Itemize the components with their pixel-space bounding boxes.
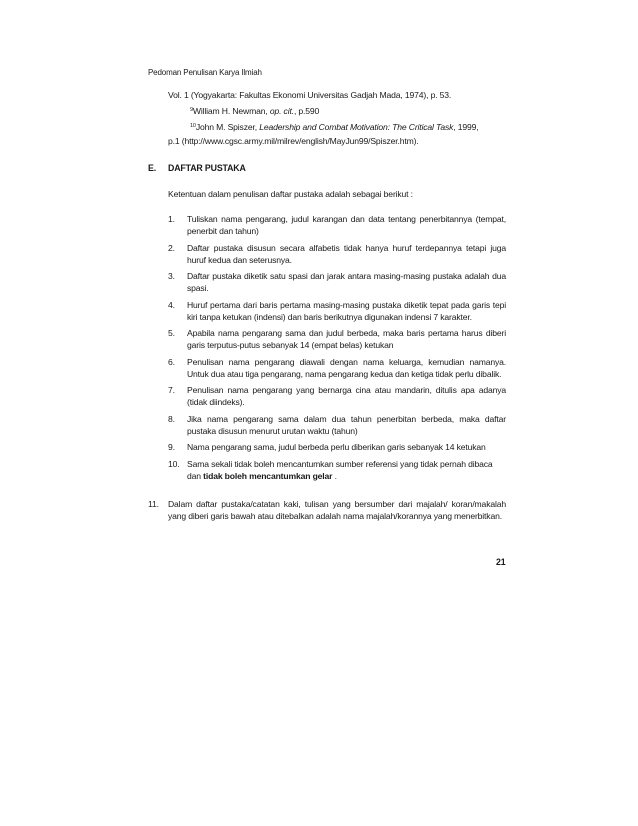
running-header: Pedoman Penulisan Karya Ilmiah bbox=[148, 68, 262, 77]
page-number: 21 bbox=[496, 557, 506, 567]
footnote-10-marker: 10 bbox=[190, 123, 196, 129]
list-item: 9. Nama pengarang sama, judul berbeda perlu diberikan garis sebanyak 14 ketukan bbox=[168, 442, 486, 452]
rules-list bbox=[168, 213, 506, 486]
list-item: 5. Apabila nama pengarang sama dan judul berbeda, maka baris pertama harus diberi garis terputus-putus sebanyak 14 (empat belas) ketukan bbox=[168, 328, 506, 350]
list-item: 10. Sama sekali tidak boleh mencantumkan sumber referensi yang tidak pernah dibaca dan tidak boleh mencantumkan gelar . bbox=[168, 458, 493, 481]
list-item: 2. Daftar pustaka disusun secara alfabetis tidak hanya huruf terdepannya tetapi juga huruf kedua dan seterusnya. bbox=[168, 242, 506, 265]
section-letter: E. bbox=[148, 163, 157, 173]
footnote-10-continuation: p.1 (http://www.cgsc.army.mil/milrev/english/MayJun99/Spiszer.htm). bbox=[168, 136, 419, 146]
list-item: 3. Daftar pustaka diketik satu spasi dan jarak antara masing-masing pustaka adalah dua spasi. bbox=[168, 271, 506, 293]
footnote-continuation: Vol. 1 (Yogyakarta: Fakultas Ekonomi Universitas Gadjah Mada, 1974), p. 53. bbox=[168, 90, 452, 100]
footnote-9-marker: 9 bbox=[190, 107, 193, 113]
list-item: 8. Jika nama pengarang sama dalam dua tahun penerbitan berbeda, maka daftar pustaka disusun menurut urutan waktu (tahun) bbox=[168, 413, 506, 436]
section-intro: Ketentuan dalam penulisan daftar pustaka adalah sebagai berikut : bbox=[168, 189, 413, 199]
list-item: 6. Penulisan nama pengarang diawali dengan nama keluarga, kemudian namanya. Untuk dua atau tiga pengarang, nama pengarang kedua dan ketiga tidak perlu dibalik. bbox=[168, 356, 506, 379]
list-item: 4. Huruf pertama dari baris pertama masing-masing pustaka diketik tepat pada garis tepi kiri tanpa ketukan (indensi) dan baris berikutnya digunakan indensi 7 karakter. bbox=[168, 299, 506, 322]
list-item: 1. Tuliskan nama pengarang, judul karangan dan data tentang penerbitannya (tempat, penerbit dan tahun) bbox=[168, 214, 506, 236]
section-title: DAFTAR PUSTAKA bbox=[168, 163, 246, 173]
list-item: 7. Penulisan nama pengarang yang bernarga cina atau mandarin, ditulis apa adanya (tidak diindeks). bbox=[168, 385, 506, 407]
footnotes-block bbox=[168, 89, 508, 151]
footnote-9: $^9$William H. Newman, op. cit., p.590 bbox=[190, 106, 320, 116]
footnote-10: $^{10}$John M. Spiszer, Leadership and Combat Motivation: The Critical Task, 1999, bbox=[190, 122, 479, 132]
list-item-11: 11. Dalam daftar pustaka/catatan kaki, tulisan yang bersumber dari majalah/ koran/makalah yang diberi garis bawah atau ditebalkan adalah nama majalah/korannya yang menerbitkan. bbox=[148, 499, 506, 521]
section-heading bbox=[148, 162, 246, 174]
